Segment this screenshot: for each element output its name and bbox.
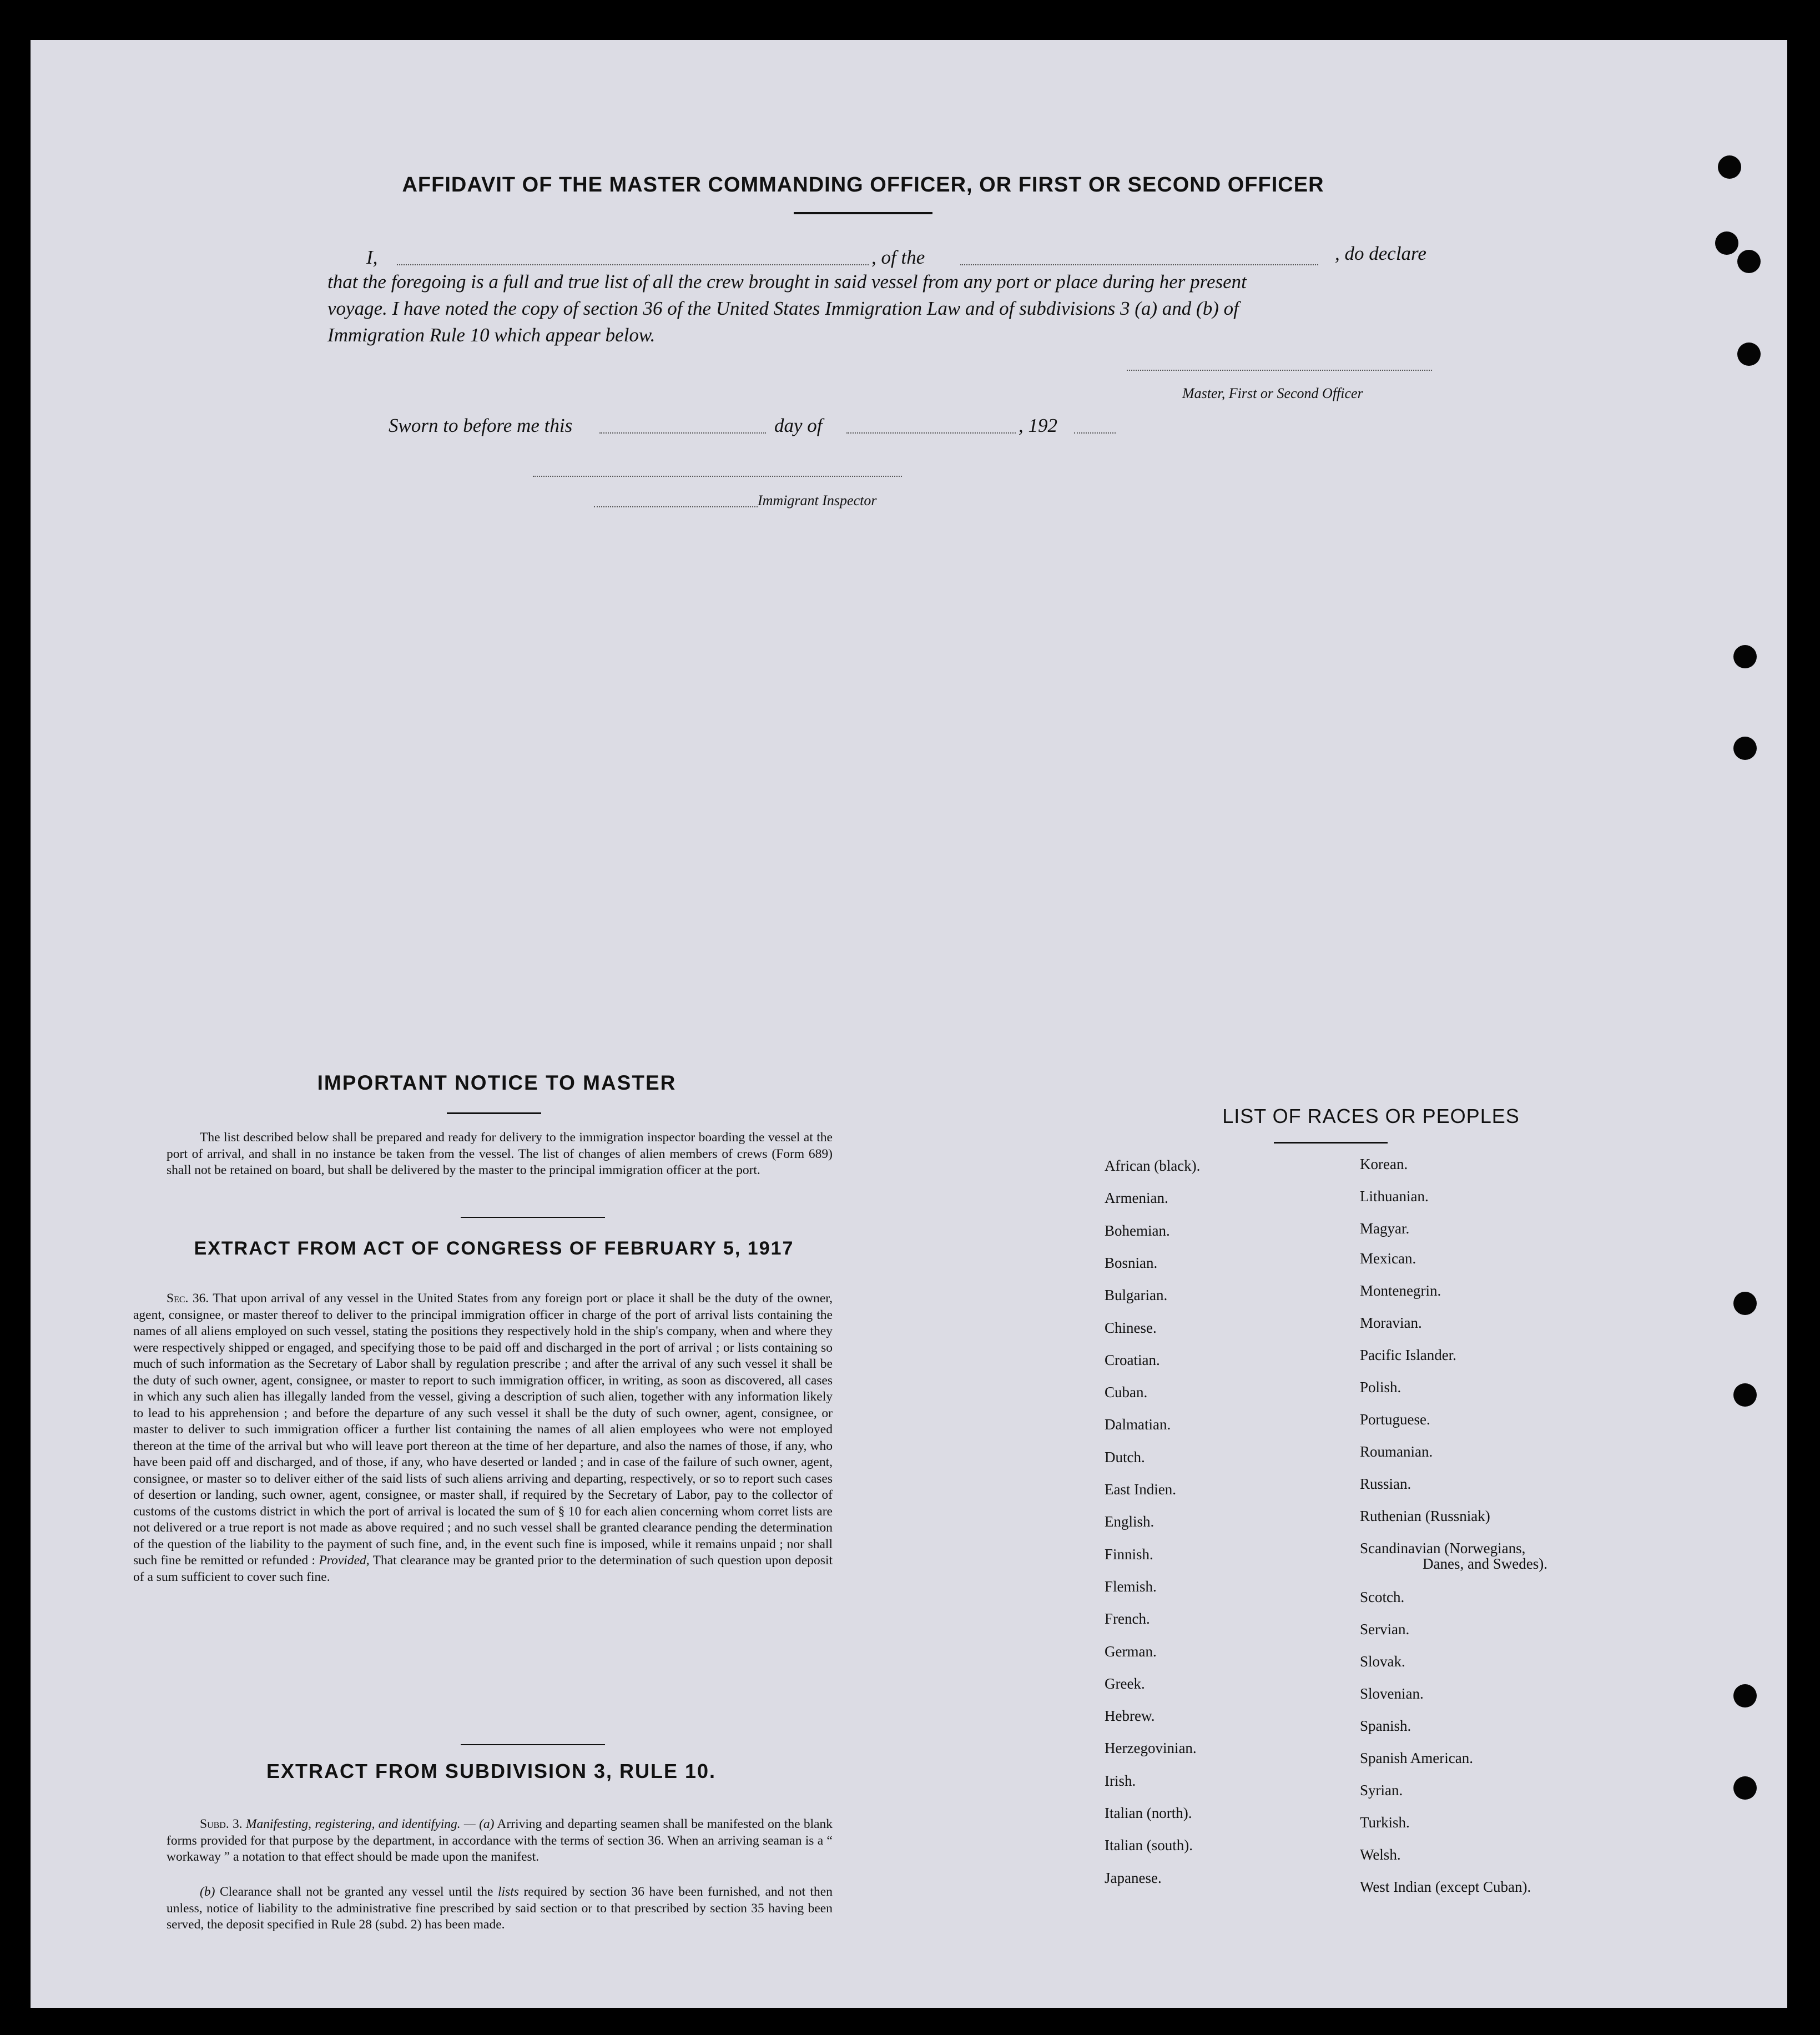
punch-hole-icon	[1733, 1292, 1757, 1315]
race-item: Roumanian.	[1360, 1443, 1433, 1460]
race-item: East Indien.	[1105, 1481, 1176, 1498]
race-item: Moravian.	[1360, 1314, 1422, 1331]
extract-rule-title: EXTRACT FROM SUBDIVISION 3, RULE 10.	[266, 1760, 717, 1782]
race-item: Ruthenian (Russniak)	[1360, 1508, 1490, 1524]
subd-b-text-1: Clearance shall not be granted any vessel until the	[219, 1885, 493, 1899]
race-item: Spanish American.	[1360, 1750, 1473, 1766]
affidavit-do-declare: , do declare	[1335, 243, 1426, 264]
race-item: Korean.	[1360, 1156, 1408, 1172]
race-item: Bosnian.	[1105, 1254, 1158, 1271]
notice-title: IMPORTANT NOTICE TO MASTER	[317, 1071, 677, 1094]
affidavit-line-2: voyage. I have noted the copy of section 36 of the United States Immigration Law and of subdivisions 3 (a) and (b) of	[327, 298, 1239, 319]
provided-word: Provided,	[319, 1553, 370, 1568]
race-item: Lithuanian.	[1360, 1188, 1429, 1205]
vessel-name-field[interactable]	[960, 264, 1318, 265]
notice-divider	[461, 1217, 605, 1218]
races-title: LIST OF RACES OR PEOPLES	[1222, 1105, 1520, 1127]
title-underline	[794, 212, 932, 214]
sworn-year: , 192	[1019, 415, 1057, 436]
race-item: African (black).	[1105, 1157, 1201, 1174]
race-item: West Indian (except Cuban).	[1360, 1878, 1531, 1895]
race-item: Italian (south).	[1105, 1837, 1193, 1854]
affidavit-i: I,	[366, 246, 378, 268]
race-item: Scandinavian (Norwegians,	[1360, 1540, 1526, 1557]
race-item: Bohemian.	[1105, 1222, 1170, 1239]
affidavit-of-the: , of the	[871, 246, 925, 268]
race-item: Servian.	[1360, 1621, 1410, 1638]
sec-label: Sec. 36.	[167, 1291, 209, 1306]
race-item: Italian (north).	[1105, 1805, 1192, 1821]
race-item: Finnish.	[1105, 1545, 1153, 1563]
race-item: Slovenian.	[1360, 1685, 1424, 1702]
punch-hole-icon	[1733, 1383, 1757, 1407]
race-item: Turkish.	[1360, 1814, 1410, 1831]
race-item: Dutch.	[1105, 1448, 1145, 1465]
subd-heading: Manifesting, registering, and identifying.	[245, 1817, 461, 1831]
inspector-label: Immigrant Inspector	[758, 492, 877, 508]
sec-36-text: That upon arrival of any vessel in the United States from any foreign port or place it shall be the duty of the owner, agent, consignee, or master thereof to deliver to the principal immigration officer in charge of the port of arrival lists containing the names of all aliens employed on such vessel, stating the positions they respectively hold in the ship's company, when and where they were respectively shipped or engaged, and specifying those to be paid off and discharged in the port of arrival ; or lists containing so much of such information as the Secretary of Labor shall by regulation prescribe ; and after the arrival of any such vessel it shall be the duty of such owner, agent, consignee, or master to report to such immigration officer, in writing, as soon as discovered, all cases in which any such alien has illegally landed from the vessel, giving a description of such alien, together with any information likely to lead to his apprehension ; and before the departure of any such vessel it shall be the duty of such owner, agent, consignee, or master to deliver to such immigration officer a further list containing the names of all alien employees who were not employed thereon at the time of the arrival but who will leave port thereon at the time of her departure, and also the names of those, if any, who have been paid off and discharged, and of those, if any, who have deserted or landed ; and in case of the failure of such owner, agent, consignee, or master so to deliver either of the said lists of such aliens arriving and departing, respectively, or so to report such cases of desertion or landing, such owner, agent, consignee, or master shall, if required by the Secretary of Labor, pay to the collector of customs of the customs district in which the port of arrival is located the sum of § 10 for each alien concerning whom corret lists are not delivered or a true report is not made as above required ; and no such vessel shall be granted clearance pending the determination of the question of the liability to the payment of such fine, and, in the event such fine is imposed, while it remains unpaid ; nor shall such fine be remitted or refunded :	[133, 1291, 833, 1568]
race-item: Flemish.	[1105, 1578, 1157, 1595]
master-signature-field[interactable]	[1127, 370, 1432, 371]
signature-label: Master, First or Second Officer	[1182, 385, 1363, 401]
race-item: Portuguese.	[1360, 1411, 1430, 1428]
sec-36-text-end: That clearance may be granted prior to the determination of such question upon deposit of a sum sufficient to cover such fine.	[133, 1553, 833, 1584]
punch-hole-icon	[1737, 342, 1761, 366]
affidavit-line-3: Immigration Rule 10 which appear below.	[327, 324, 656, 346]
punch-hole-icon	[1733, 737, 1757, 760]
race-item: Croatian.	[1105, 1351, 1160, 1368]
race-item: Syrian.	[1360, 1782, 1403, 1799]
extract-rule-b	[167, 1884, 833, 1933]
race-item: Chinese.	[1105, 1319, 1157, 1336]
sworn-year-field[interactable]	[1074, 432, 1116, 434]
subd-b-label: (b)	[200, 1885, 215, 1899]
punch-hole-icon	[1733, 1776, 1757, 1800]
extract-rule-a	[167, 1816, 833, 1866]
notice-underline	[447, 1112, 541, 1114]
race-item: Herzegovinian.	[1105, 1740, 1197, 1757]
affidavit-line-1: that the foregoing is a full and true list of all the crew brought in said vessel from any port or place during her present	[327, 271, 1247, 293]
race-item: Danes, and Swedes).	[1423, 1555, 1547, 1572]
race-item: Dalmatian.	[1105, 1416, 1171, 1433]
subd-a-text: Arriving and departing seamen shall be manifested on the blank forms provided for that purpose by the department, in accordance with the terms of section 36. When an arriving seaman is a “ workaway ” a notation to that effect should be made upon the manifest.	[167, 1817, 833, 1864]
race-item: German.	[1105, 1643, 1157, 1660]
form-page	[31, 40, 1787, 2008]
subd-a-label: — (a)	[463, 1817, 495, 1831]
extract-act-title: EXTRACT FROM ACT OF CONGRESS OF FEBRUARY 5, 1917	[194, 1238, 794, 1259]
race-item: English.	[1105, 1513, 1154, 1530]
sworn-month-field[interactable]	[846, 432, 1016, 434]
race-item: Pacific Islander.	[1360, 1347, 1456, 1363]
sworn-day-of: day of	[774, 415, 823, 436]
extract-act-divider	[461, 1744, 605, 1745]
extract-act-text	[133, 1291, 833, 1585]
sworn-prefix: Sworn to before me this	[389, 415, 573, 436]
race-item: Armenian.	[1105, 1190, 1168, 1207]
punch-hole-icon	[1737, 250, 1761, 273]
subd-b-text-2: required by section 36 have been furnished, and not then unless, notice of liability to the administrative fine prescribed by said section or to that prescribed by section 35 having been served, the deposit specified in Rule 28 (subd. 2) has been made.	[167, 1885, 833, 1932]
race-item: Japanese.	[1105, 1869, 1162, 1886]
race-item: Cuban.	[1105, 1384, 1148, 1401]
punch-hole-icon	[1715, 231, 1738, 255]
race-item: Polish.	[1360, 1379, 1401, 1396]
punch-hole-icon	[1733, 645, 1757, 668]
race-item: Spanish.	[1360, 1717, 1411, 1734]
punch-hole-icon	[1718, 155, 1741, 179]
race-item: Slovak.	[1360, 1653, 1405, 1670]
master-name-field[interactable]	[397, 264, 869, 265]
race-item: Mexican.	[1360, 1250, 1416, 1267]
subd-b-lists: lists	[498, 1885, 519, 1899]
inspector-name-field[interactable]	[594, 506, 758, 507]
race-item: Bulgarian.	[1105, 1287, 1168, 1304]
notice-text: The list described below shall be prepared and ready for delivery to the immigration inspector boarding the vessel at the port of arrival, and shall in no instance be taken from the vessel. The list of changes of alien members of crews (Form 689) shall not be retained on board, but shall be delivered by the master to the principal immigration officer at the port.	[167, 1130, 833, 1177]
sworn-day-field[interactable]	[599, 432, 766, 434]
race-item: Greek.	[1105, 1675, 1145, 1692]
race-item: Welsh.	[1360, 1846, 1401, 1863]
subd-label: Subd. 3.	[200, 1817, 243, 1831]
race-item: Hebrew.	[1105, 1707, 1155, 1725]
affidavit-title: AFFIDAVIT OF THE MASTER COMMANDING OFFICER, OR FIRST OR SECOND OFFICER	[402, 173, 1324, 197]
races-underline	[1274, 1142, 1388, 1144]
race-item: Irish.	[1105, 1772, 1136, 1789]
punch-hole-icon	[1733, 1684, 1757, 1707]
inspector-signature-field[interactable]	[533, 476, 902, 477]
race-item: French.	[1105, 1610, 1150, 1628]
race-item: Montenegrin.	[1360, 1282, 1441, 1299]
race-item: Russian.	[1360, 1475, 1411, 1492]
race-item: Magyar.	[1360, 1220, 1410, 1237]
race-item: Scotch.	[1360, 1589, 1405, 1605]
